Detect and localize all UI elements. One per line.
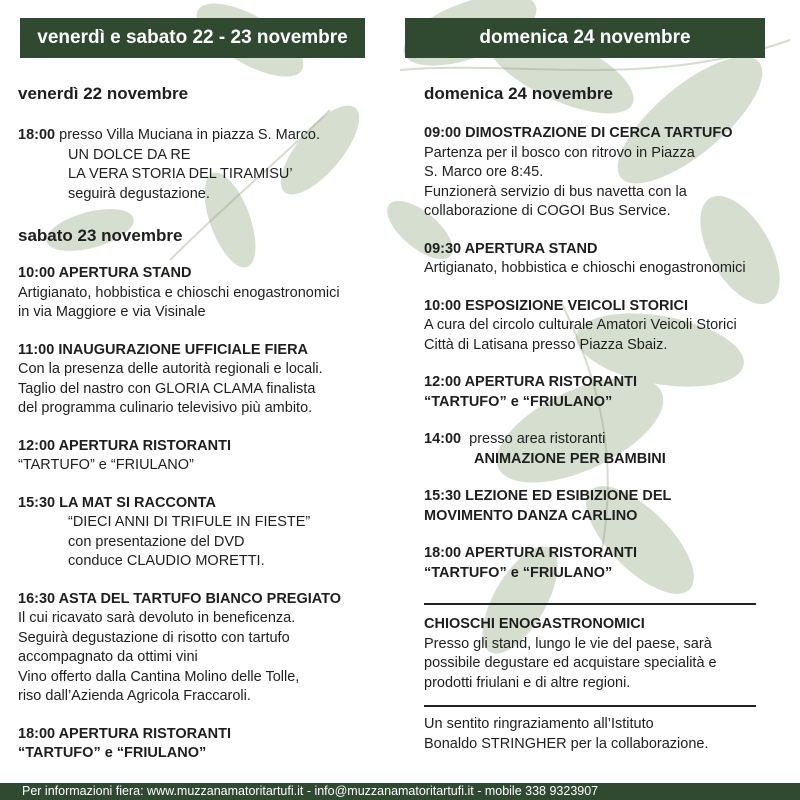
event-place: presso Villa Muciana in piazza S. Marco.: [59, 127, 320, 143]
event-line: Artigianato, hobbistica e chioschi enogastronomici: [424, 260, 746, 276]
event-time: 18:00: [18, 127, 56, 143]
event-line: del programma culinario televisivo più ambito.: [18, 400, 313, 416]
footer-bar: [0, 783, 800, 800]
right-column: [424, 82, 784, 754]
sunday-event: [424, 373, 784, 412]
event-line: Partenza per il bosco con ritrovo in Piazza: [424, 144, 695, 161]
kiosks-line: prodotti friulani e di altre regioni.: [424, 674, 631, 691]
event-title: 12:00 APERTURA RISTORANTI: [18, 437, 231, 454]
saturday-event: [18, 341, 398, 419]
kiosks-line: Presso gli stand, lungo le vie del paese, sarà: [424, 635, 712, 652]
event-line: Artigianato, hobbistica e chioschi enogastronomici: [18, 284, 340, 301]
sunday-event: [424, 297, 784, 356]
divider: [424, 603, 756, 605]
saturday-event: [18, 590, 398, 707]
event-line: MOVIMENTO DANZA CARLINO: [424, 507, 638, 524]
event-line: collaborazione di COGOI Bus Service.: [424, 203, 671, 219]
kiosks-section: [424, 615, 784, 693]
saturday-event: [18, 725, 398, 764]
event-line: Funzionerà servizio di bus navetta con la: [424, 183, 687, 200]
event-title: 10:00 APERTURA STAND: [18, 265, 192, 281]
event-line: “TARTUFO” e “FRIULANO”: [18, 745, 207, 761]
footer-contact-text: Per informazioni fiera: www.muzzanamatoritartufi.it - info@muzzanamatoritartufi.it - mobile 338 9323907: [22, 784, 599, 798]
event-title: 11:00 INAUGURAZIONE UFFICIALE FIERA: [18, 341, 309, 358]
sunday-event: [424, 544, 784, 583]
saturday-event: [18, 264, 398, 323]
saturday-event: [18, 494, 398, 572]
header-left-text: venerdì e sabato 22 - 23 novembre: [37, 27, 348, 48]
event-title: 12:00 APERTURA RISTORANTI: [424, 374, 637, 390]
event-line: Il cui ricavato sarà devoluto in beneficenza.: [18, 610, 296, 626]
friday-title: venerdì 22 novembre: [18, 84, 189, 103]
event-line: Vino offerto dalla Cantina Molino delle Tolle,: [18, 668, 300, 685]
saturday-title: sabato 23 novembre: [18, 226, 183, 245]
event-line: in via Maggiore e via Visinale: [18, 304, 206, 320]
sunday-event: [424, 430, 784, 469]
event-title: 09:30 APERTURA STAND: [424, 240, 598, 257]
sunday-event: [424, 124, 784, 222]
event-line: conduce CLAUDIO MORETTI.: [68, 553, 265, 569]
header-right-text: domenica 24 novembre: [479, 27, 691, 48]
event-line: seguirà degustazione.: [68, 185, 210, 202]
event-title: 10:00 ESPOSIZIONE VEICOLI STORICI: [424, 297, 689, 314]
event-line: Taglio del nastro con GLORIA CLAMA finalista: [18, 380, 316, 397]
header-right-banner: [405, 18, 765, 58]
event-line: “TARTUFO” e “FRIULANO”: [424, 564, 613, 581]
thanks-section: [424, 715, 784, 754]
event-title: 15:30 LA MAT SI RACCONTA: [18, 494, 216, 511]
event-line: A cura del circolo culturale Amatori Veicoli Storici: [424, 317, 737, 333]
saturday-event: [18, 437, 398, 476]
kiosks-line: possibile degustare ed acquistare specialità e: [424, 655, 717, 671]
sunday-title: domenica 24 novembre: [424, 84, 613, 103]
event-title: 18:00 APERTURA RISTORANTI: [424, 545, 637, 561]
event-line: LA VERA STORIA DEL TIRAMISU’: [68, 166, 293, 182]
event-line: S. Marco ore 8:45.: [424, 164, 544, 180]
event-line: “TARTUFO” e “FRIULANO”: [18, 457, 194, 473]
event-title: 16:30 ASTA DEL TARTUFO BIANCO PREGIATO: [18, 590, 342, 607]
divider: [424, 705, 756, 707]
event-line: “TARTUFO” e “FRIULANO”: [424, 393, 613, 410]
thanks-line: Bonaldo STRINGHER per la collaborazione.: [424, 735, 709, 752]
event-line: “DIECI ANNI DI TRIFULE IN FIESTE”: [68, 514, 311, 530]
sunday-event: [424, 240, 784, 279]
event-title: 18:00 APERTURA RISTORANTI: [18, 725, 231, 742]
event-line: con presentazione del DVD: [68, 533, 245, 550]
event-line: Città di Latisana presso Piazza Sbaiz.: [424, 336, 668, 353]
event-time: 14:00: [424, 431, 462, 447]
event-line: Seguirà degustazione di risotto con tartufo: [18, 629, 290, 646]
kiosks-title: CHIOSCHI ENOGASTRONOMICI: [424, 616, 645, 632]
header-left-banner: [20, 18, 365, 58]
left-column: [18, 82, 398, 764]
thanks-line: Un sentito ringraziamento all’Istituto: [424, 716, 654, 732]
event-title: 09:00 DIMOSTRAZIONE DI CERCA TARTUFO: [424, 125, 733, 141]
event-line: Con la presenza delle autorità regionali e locali.: [18, 361, 323, 377]
event-place: presso area ristoranti: [469, 431, 606, 447]
event-line: accompagnato da ottimi vini: [18, 649, 198, 665]
event-line: ANIMAZIONE PER BAMBINI: [474, 450, 666, 467]
event-line: UN DOLCE DA RE: [68, 146, 191, 163]
event-title: 15:30 LEZIONE ED ESIBIZIONE DEL: [424, 488, 672, 504]
sunday-event: [424, 487, 784, 526]
event-line: riso dall’Azienda Agricola Fraccaroli.: [18, 688, 251, 704]
friday-event: [18, 126, 398, 204]
